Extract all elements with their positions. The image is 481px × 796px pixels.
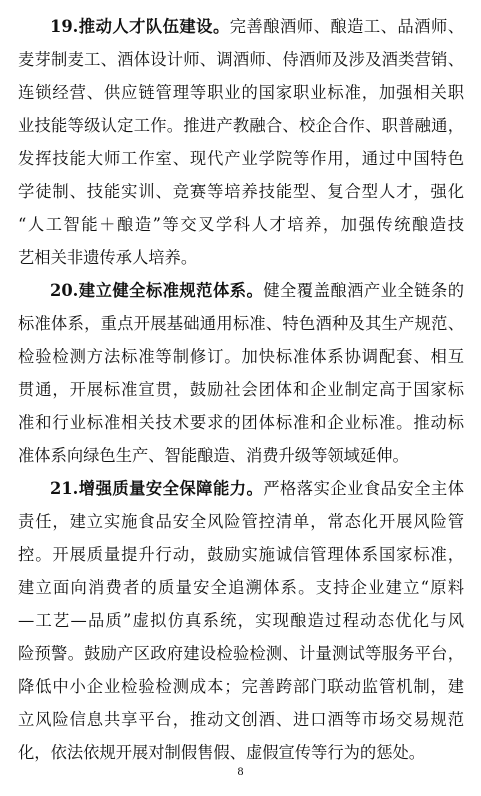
paragraph-line: 业技能等级认定工作。推进产教融合、校企合作、职普融通， xyxy=(18,116,464,135)
section-heading: 21.增强质量安全保障能力。 xyxy=(50,479,264,498)
paragraph-line: 标准体系，重点开展基础通用标准、特色酒种及其生产规范、 xyxy=(18,314,464,333)
paragraph-line xyxy=(50,476,464,502)
paragraph-line: 艺相关非遗传承人培养。 xyxy=(18,248,198,267)
paragraph-line xyxy=(50,278,464,304)
paragraph-line: 控。开展质量提升行动，鼓励实施诚信管理体系国家标准， xyxy=(18,545,464,564)
paragraph-text: 严格落实企业食品安全主体 xyxy=(263,479,464,498)
paragraph-line: 准和行业标准相关技术要求的团体标准和企业标准。推动标 xyxy=(18,413,464,432)
paragraph-line: 建立面向消费者的质量安全追溯体系。支持企业建立“原料 xyxy=(18,578,464,597)
paragraph-line: “人工智能＋酿造”等交叉学科人才培养，加强传统酿造技 xyxy=(18,215,464,234)
paragraph-line: —工艺—品质”虚拟仿真系统，实现酿造过程动态优化与风 xyxy=(18,611,464,630)
paragraph-line: 连锁经营、供应链管理等职业的国家职业标准，加强相关职 xyxy=(18,83,464,102)
paragraph-line: 化，依法依规开展对制假售假、虚假宣传等行为的惩处。 xyxy=(18,743,426,762)
paragraph-line: 学徒制、技能实训、竞赛等培养技能型、复合型人才，强化 xyxy=(18,182,464,201)
section-heading: 20.建立健全标准规范体系。 xyxy=(50,281,264,300)
paragraph-line: 责任，建立实施食品安全风险管控清单，常态化开展风险管 xyxy=(18,512,464,531)
section-heading: 19.推动人才队伍建设。 xyxy=(50,17,230,36)
page-number: 8 xyxy=(237,764,244,778)
paragraph-text: 完善酿酒师、酿造工、品酒师、 xyxy=(229,17,464,36)
paragraph-line: 检验检测方法标准等制修订。加快标准体系协调配套、相互 xyxy=(18,347,464,366)
paragraph-line: 麦芽制麦工、酒体设计师、调酒师、侍酒师及涉及酒类营销、 xyxy=(18,50,464,69)
paragraph-line: 险预警。鼓励产区政府建设检验检测、计量测试等服务平台， xyxy=(18,644,464,663)
paragraph-line: 准体系向绿色生产、智能酿造、消费升级等领域延伸。 xyxy=(18,446,409,465)
paragraph-line xyxy=(50,14,464,40)
paragraph-line: 降低中小企业检验检测成本；完善跨部门联动监管机制，建 xyxy=(18,677,464,696)
paragraph-text: 健全覆盖酿酒产业全链条的 xyxy=(263,281,464,300)
paragraph-line: 发挥技能大师工作室、现代产业学院等作用，通过中国特色 xyxy=(18,149,464,168)
paragraph-line: 贯通，开展标准宣贯，鼓励社会团体和企业制定高于国家标 xyxy=(18,380,464,399)
paragraph-line: 立风险信息共享平台，推动文创酒、进口酒等市场交易规范 xyxy=(18,710,464,729)
